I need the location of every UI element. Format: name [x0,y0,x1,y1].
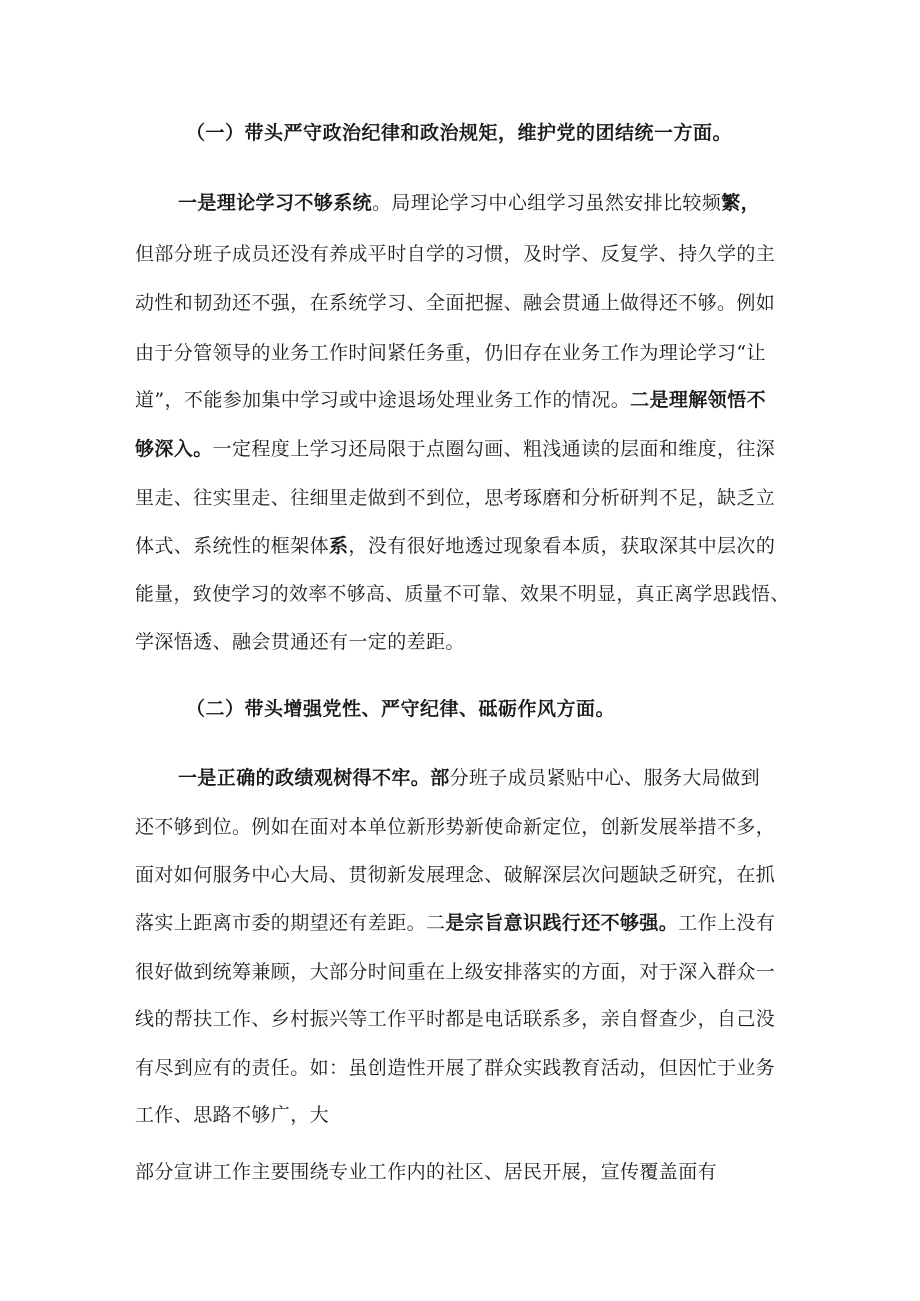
body-text: 由于分管领导的业务工作时间紧任务重，仍旧存在业务工作为理论学习“让 [135,342,766,364]
body-text: 还不够到位。例如在面对本单位新形势新使命新定位，创新发展举措不多， [135,816,776,838]
body-text: 分班子成员紧贴中心、服务大局做到 [449,767,761,789]
body-text: ，没有很好地透过现象看本质，获取深其中层次的 [348,535,776,557]
bold-text: 够深入。 [135,438,213,460]
section-2-heading: （二）带头增强党性、严守纪律、砥砺作风方面。 [186,698,616,720]
body-text: 但部分班子成员还没有养成平时自学的习惯，及时学、反复学、持久学的主 [135,243,776,265]
paragraph-2-line-7 [135,1053,775,1080]
paragraph-1-line-7 [135,483,775,510]
paragraph-1-line-5 [135,385,766,412]
bold-lead-text: 是宗旨意识践行还不够强。 [445,912,679,934]
body-text: 工作、思路不够广，大 [135,1104,330,1126]
body-text: 很好做到统筹兼顾，大部分时间重在上级安排落实的方面，对于深入群众一 [135,961,776,983]
body-text: 有尽到应有的责任。如：虽创造性开展了群众实践教育活动，但因忙于业务 [135,1057,776,1079]
bold-lead-text: 一是理论学习不够系统 [178,192,373,214]
body-text: 。局理论学习中心组学习虽然安排比较频 [372,192,722,214]
paragraph-2-line-9 [135,1157,717,1184]
paragraph-2-line-6 [135,1004,775,1031]
paragraph-1-line-9 [135,579,790,606]
bold-text: 繁， [721,192,761,214]
paragraph-2-line-4 [135,908,775,935]
bold-lead-text: 一是正确的政绩观树得不牢。部 [178,767,450,789]
paragraph-1-line-10 [135,627,465,654]
paragraph-1-line-2 [135,239,775,266]
body-text: 落实上距离市委的期望还有差距。二 [135,912,446,934]
bold-lead-text: 二是理解领悟不 [630,389,766,411]
body-text: 部分宣讲工作主要围绕专业工作内的社区、居民开展，宣传覆盖面有 [135,1161,718,1183]
body-text: 体式、系统性的框架体 [135,535,330,557]
body-text: 一定程度上学习还局限于点圈勾画、粗浅通读的层面和维度，往深 [212,438,776,460]
body-text: 道”，不能参加集中学习或中途退场处理业务工作的情况。 [135,389,631,411]
paragraph-2-line-2 [135,812,775,839]
paragraph-1-line-3 [135,288,775,315]
paragraph-2-line-5 [135,957,775,984]
bold-text: 系 [329,535,349,557]
body-text: 动性和韧劲还不强，在系统学习、全面把握、融会贯通上做得还不够。例如 [135,292,776,314]
paragraph-1-line-4 [135,338,766,365]
paragraph-2-line-3 [135,860,775,887]
body-text: 学深悟透、融会贯通还有一定的差距。 [135,631,465,653]
paragraph-2-line-1 [178,763,760,790]
body-text: 面对如何服务中心大局、贯彻新发展理念、破解深层次问题缺乏研究，在抓 [135,864,776,886]
paragraph-1-line-8 [135,531,775,558]
body-text: 能量，致使学习的效率不够高、质量不可靠、效果不明显，真正离学思践悟、 [135,583,790,605]
paragraph-1-line-1 [178,188,760,215]
body-text: 线的帮扶工作、乡村振兴等工作平时都是电话联系多，亲自督查少，自己没 [135,1008,776,1030]
body-text: 工作上没有 [678,912,776,934]
paragraph-1-line-6 [135,434,775,461]
body-text: 里走、往实里走、往细里走做到不到位，思考琢磨和分析研判不足，缺乏立 [135,487,776,509]
paragraph-2-line-8 [135,1100,329,1127]
section-1-heading: （一）带头严守政治纪律和政治规矩，维护党的团结统一方面。 [186,122,733,144]
